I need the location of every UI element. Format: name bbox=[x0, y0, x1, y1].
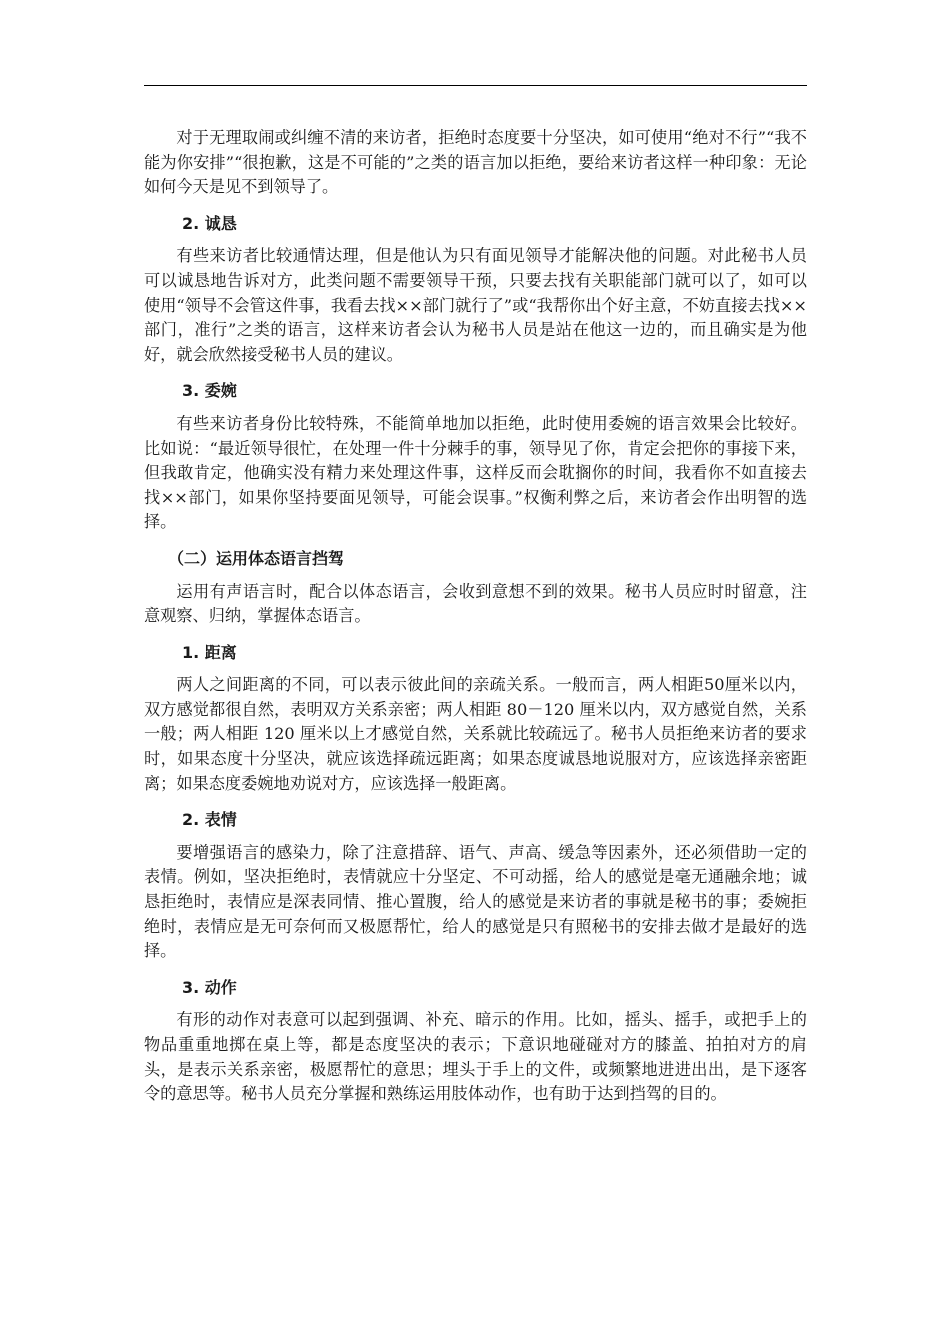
heading-distance: 1. 距离 bbox=[182, 642, 237, 662]
paragraph-distance: 两人之间距离的不同，可以表示彼此间的亲疏关系。一般而言，两人相距50厘米以内，双方感觉都很自然，表明双方关系亲密；两人相距 80－120 厘米以内，双方感觉自然，关系一般；两人相距 120 厘米以上才感觉自然，关系就比较疏远了。秘书人员拒绝来访者的要求时，如果态度十分坚决，就应该选择疏远距离；如果态度诚恳地说服对方，应该选择亲密距离；如果态度委婉地劝说对方，应该选择一般距离。 bbox=[144, 675, 807, 793]
heading-tactful: 3. 委婉 bbox=[182, 381, 237, 401]
section-heading-body-language: （二）运用体态语言挡驾 bbox=[168, 548, 345, 568]
document-body bbox=[144, 126, 807, 1107]
heading-expression: 2. 表情 bbox=[182, 810, 237, 830]
paragraph-gesture: 有形的动作对表意可以起到强调、补充、暗示的作用。比如，摇头、摇手，或把手上的物品重重地掷在桌上等，都是态度坚决的表示；下意识地碰碰对方的膝盖、拍拍对方的肩头，是表示关系亲密，极愿帮忙的意思；埋头于手上的文件，或频繁地进进出出，是下逐客令的意思等。秘书人员充分掌握和熟练运用肢体动作，也有助于达到挡驾的目的。 bbox=[144, 1010, 807, 1104]
heading-gesture: 3. 动作 bbox=[182, 977, 237, 997]
heading-sincere: 2. 诚恳 bbox=[182, 213, 237, 233]
paragraph-expression: 要增强语言的感染力，除了注意措辞、语气、声高、缓急等因素外，还必须借助一定的表情。例如，坚决拒绝时，表情就应十分坚定、不可动摇，给人的感觉是毫无通融余地；诚恳拒绝时，表情应是深表同情、推心置腹，给人的感觉是来访者的事就是秘书的事；委婉拒绝时，表情应是无可奈何而又极愿帮忙，给人的感觉是只有照秘书的安排去做才是最好的选择。 bbox=[144, 842, 807, 961]
paragraph-sincere: 有些来访者比较通情达理，但是他认为只有面见领导才能解决他的问题。对此秘书人员可以诚恳地告诉对方，此类问题不需要领导干预，只要去找有关职能部门就可以了，如可以使用“领导不会管这件事，我看去找××部门就行了”或“我帮你出个好主意，不妨直接去找××部门，准行”之类的语言，这样来访者会认为秘书人员是站在他这一边的，而且确实是为他好，就会欣然接受秘书人员的建议。 bbox=[144, 246, 807, 364]
paragraph-body-language-intro: 运用有声语言时，配合以体态语言，会收到意想不到的效果。秘书人员应时时留意，注意观察、归纳，掌握体态语言。 bbox=[144, 581, 807, 626]
paragraph-tactful: 有些来访者身份比较特殊，不能简单地加以拒绝，此时使用委婉的语言效果会比较好。比如说：“最近领导很忙，在处理一件十分棘手的事，领导见了你，肯定会把你的事接下来，但我敢肯定，他确实没有精力来处理这件事，这样反而会耽搁你的时间，我看你不如直接去找××部门，如果你坚持要面见领导，可能会误事。”权衡利弊之后，来访者会作出明智的选择。 bbox=[144, 413, 807, 532]
header-rule bbox=[144, 85, 807, 86]
paragraph-firm-refusal: 对于无理取闹或纠缠不清的来访者，拒绝时态度要十分坚决，如可使用“绝对不行”“我不能为你安排”“很抱歉，这是不可能的”之类的语言加以拒绝，要给来访者这样一种印象：无论如何今天是见不到领导了。 bbox=[144, 128, 807, 197]
